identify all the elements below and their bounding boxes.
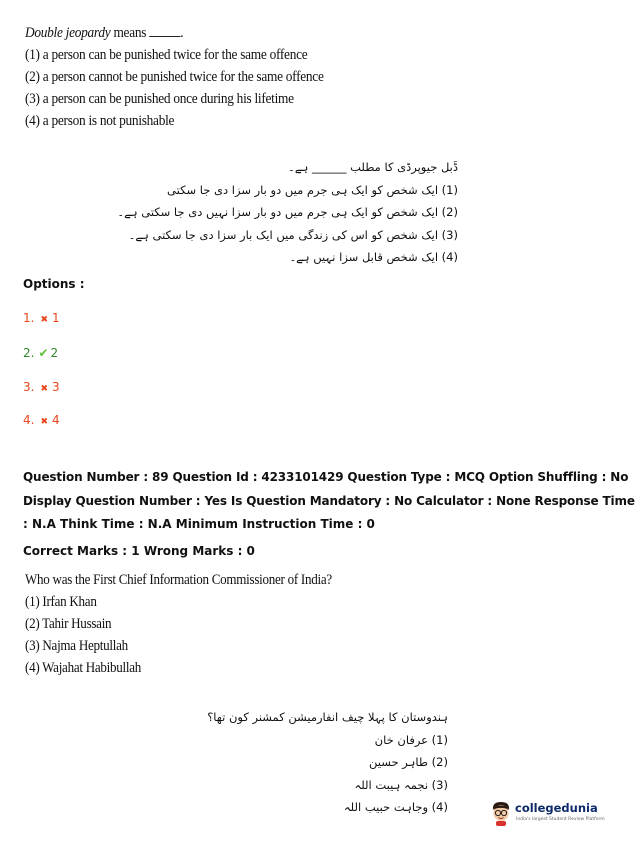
logo-name: collegedunia: [515, 801, 598, 815]
stem-term: Double jeopardy: [25, 25, 111, 41]
option-row: [23, 311, 60, 325]
mascot-icon: [490, 800, 512, 826]
urdu-line: (4) وجاہت حبیب اللہ: [343, 800, 448, 814]
stem-text: means: [110, 25, 147, 41]
urdu-line: (2) ایک شخص کو ایک ہی جرم میں دو بار سزا نہیں دی جا سکتی ہے۔: [117, 205, 458, 219]
question-a-option: (2) a person cannot be punished twice for the same offence: [25, 69, 324, 85]
urdu-line: (3) نجمہ ہیبت اللہ: [354, 777, 448, 792]
option-number: 3.: [23, 380, 35, 394]
option-row: [23, 413, 60, 427]
blank-line: [149, 24, 180, 37]
options-heading: Options :: [23, 277, 85, 291]
option-value: 3: [52, 380, 60, 394]
question-a-option: (3) a person can be punished once during his lifetime: [25, 91, 294, 107]
option-value: 4: [52, 413, 60, 427]
urdu-line: (1) ایک شخص کو ایک ہی جرم میں دو بار سزا دی جا سکتی: [167, 182, 458, 197]
question-a-option: (4) a person is not punishable: [25, 113, 175, 129]
urdu-line: ہندوستان کا پہلا چیف انفارمیشن کمشنر کون تھا؟: [207, 710, 448, 724]
option-number: 1.: [23, 311, 35, 325]
question-a-english: [25, 22, 324, 132]
cross-icon: ✖: [40, 315, 48, 325]
option-row: [23, 346, 58, 360]
urdu-line: (4) ایک شخص قابل سزا نہیں ہے۔: [289, 250, 458, 264]
question-b-option: (2) Tahir Hussain: [25, 616, 112, 632]
option-number: 2.: [23, 346, 35, 360]
question-b-stem: Who was the First Chief Information Commissioner of India?: [25, 572, 332, 588]
stem-end: .: [180, 25, 184, 41]
urdu-line: ڈَبل جیوپرڈی کا مطلب ______ ہے۔: [288, 160, 458, 174]
urdu-line: (1) عرفان خان: [374, 732, 448, 747]
question-a-stem: [25, 22, 324, 44]
question-meta-line: : N.A Think Time : N.A Minimum Instruction Time : 0: [23, 517, 375, 531]
question-a-option: (1) a person can be punished twice for the same offence: [25, 47, 308, 63]
question-meta-line: Question Number : 89 Question Id : 4233101429 Question Type : MCQ Option Shuffling : No: [23, 470, 629, 484]
logo-tagline: India's largest Student Review Platform: [516, 817, 605, 822]
urdu-line: (3) ایک شخص کو اس کی زندگی میں ایک بار سزا دی جا سکتی ہے۔: [128, 227, 458, 242]
option-number: 4.: [23, 413, 35, 427]
option-row: [23, 380, 60, 394]
marks-line: Correct Marks : 1 Wrong Marks : 0: [23, 544, 255, 558]
urdu-line: (2) طاہر حسین: [369, 755, 448, 769]
question-meta-line: Display Question Number : Yes Is Question Mandatory : No Calculator : None Response Time: [23, 494, 635, 508]
question-a-urdu: [117, 156, 458, 269]
check-icon: ✔: [38, 346, 49, 360]
cross-icon: ✖: [40, 384, 48, 394]
question-b-english: [25, 569, 332, 679]
option-value: 1: [52, 311, 60, 325]
question-b-option: (1) Irfan Khan: [25, 594, 97, 610]
question-b-option: (3) Najma Heptullah: [25, 638, 128, 654]
question-b-option: (4) Wajahat Habibullah: [25, 660, 141, 676]
collegedunia-logo: [490, 798, 605, 832]
question-b-urdu: [207, 706, 448, 819]
option-value: 2: [50, 346, 59, 360]
cross-icon: ✖: [40, 417, 48, 427]
